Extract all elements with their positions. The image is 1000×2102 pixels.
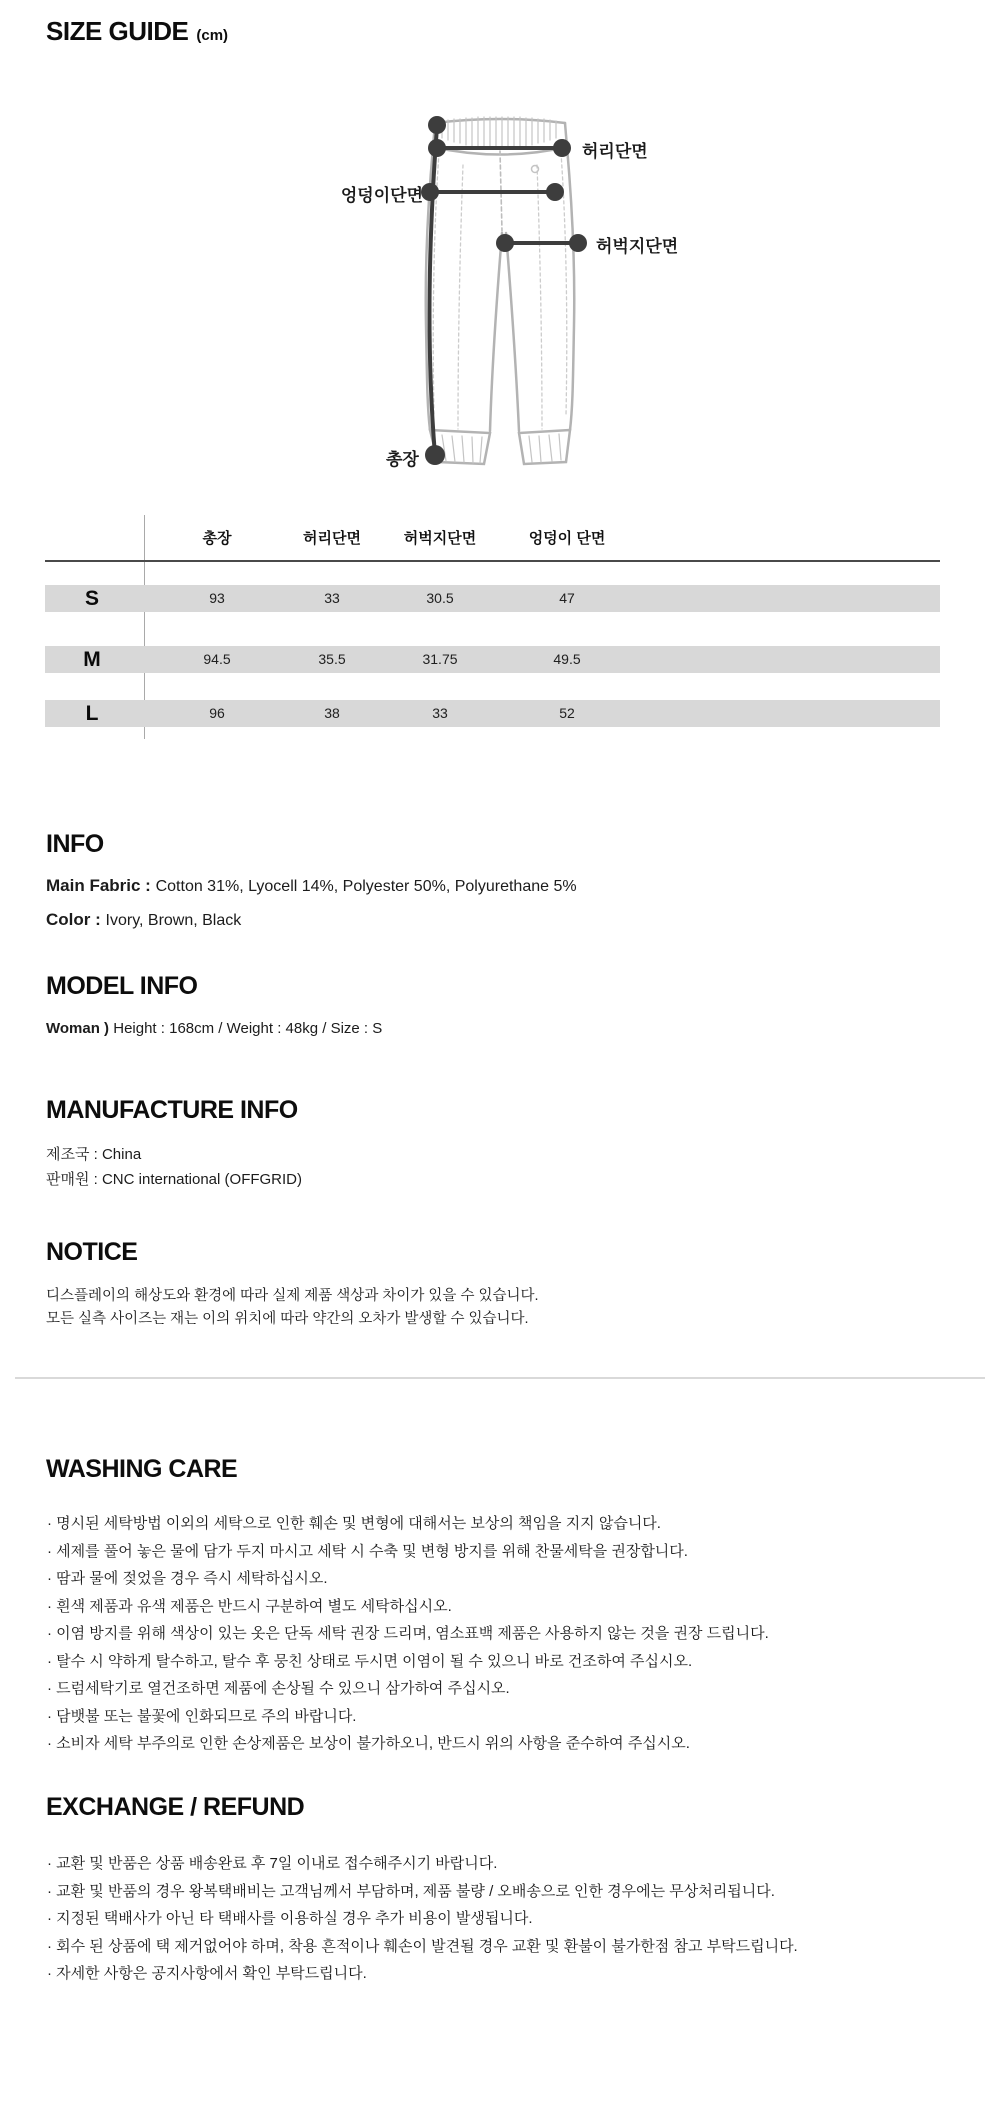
washing-care-item: · 탈수 시 약하게 탈수하고, 탈수 후 뭉친 상태로 두시면 이염이 될 수 있으니 바로 건조하여 주십시오. [47,1652,693,1670]
col-header-hip: 엉덩이 단면 [528,530,606,547]
exchange-refund-item: · 교환 및 반품은 상품 배송완료 후 7일 이내로 접수해주시기 바랍니다. [47,1855,498,1872]
table-header-rule [45,560,940,562]
model-info-line [46,1020,382,1037]
washing-care-item: · 땀과 물에 젖었을 경우 즉시 세탁하십시오. [47,1570,328,1587]
exchange-refund-heading: EXCHANGE / REFUND [46,1793,305,1821]
pants-sketch-illustration [330,85,730,480]
value-l-waist: 38 [324,705,340,721]
section-divider [15,1377,985,1379]
size-diagram [330,85,730,480]
main-fabric-line [46,876,577,896]
exchange-refund-item: · 회수 된 상품에 택 제거없어야 하며, 착용 흔적이나 훼손이 발견될 경우 교환 및 환불이 불가한점 참고 부탁드립니다. [47,1937,798,1955]
manufacture-info-heading: MANUFACTURE INFO [46,1096,298,1124]
size-label-s: S [84,587,100,610]
color-line [46,910,241,930]
page-title [46,16,228,47]
model-gender-label: Woman ) [46,1020,110,1037]
value-s-waist: 33 [324,590,340,606]
value-s-thigh: 30.5 [426,590,454,606]
notice-line-1: 디스플레이의 해상도와 환경에 따라 실제 제품 색상과 차이가 있을 수 있습니다. [46,1288,539,1304]
washing-care-item: · 담뱃불 또는 불꽃에 인화되므로 주의 바랍니다. [47,1707,357,1725]
value-m-length: 94.5 [203,651,231,667]
value-m-waist: 35.5 [318,651,346,667]
thigh-measure-label: 허벅지단면 [596,237,679,256]
table-row-m [45,646,940,673]
exchange-refund-item: · 지정된 택배사가 아닌 타 택배사를 이용하실 경우 추가 비용이 발생됩니다. [47,1910,533,1927]
waist-measure-label: 허리단면 [582,142,648,161]
main-fabric-value: Cotton 31%, Lyocell 14%, Polyester 50%, Polyurethane 5% [155,878,577,895]
notice-line-2: 모든 실측 사이즈는 재는 이의 위치에 따라 약간의 오차가 발생할 수 있습니다. [46,1311,529,1327]
washing-care-list [47,1510,769,1758]
value-s-hip: 47 [559,590,575,606]
manufacture-country-line: 제조국 : China [46,1146,142,1163]
value-s-length: 93 [209,590,225,606]
table-row-s [45,585,940,612]
value-m-thigh: 31.75 [422,651,458,667]
info-heading: INFO [46,830,104,858]
size-table [45,515,940,745]
exchange-refund-item: · 교환 및 반품의 경우 왕복택배비는 고객님께서 부담하며, 제품 불량 / 오배송으로 인한 경우에는 무상처리됩니다. [47,1882,775,1900]
col-header-waist: 허리단면 [303,530,361,547]
model-info-heading: MODEL INFO [46,972,198,1000]
size-guide-title: SIZE GUIDE [46,16,189,46]
washing-care-heading: WASHING CARE [46,1455,238,1483]
size-label-l: L [85,702,99,725]
washing-care-item: · 소비자 세탁 부주의로 인한 손상제품은 보상이 불가하오니, 반드시 위의 사항을 준수하여 주십시오. [47,1735,690,1752]
manufacture-seller-line: 판매원 : CNC international (OFFGRID) [46,1171,303,1188]
main-fabric-label: Main Fabric : [46,876,151,895]
color-value: Ivory, Brown, Black [105,912,242,929]
washing-care-item: · 이염 방지를 위해 색상이 있는 옷은 단독 세탁 권장 드리며, 염소표백 제품은 사용하지 않는 것을 권장 드립니다. [47,1625,769,1642]
washing-care-item: · 흰색 제품과 유색 제품은 반드시 구분하여 별도 세탁하십시오. [47,1597,452,1615]
washing-care-item: · 세제를 풀어 놓은 물에 담가 두지 마시고 세탁 시 수축 및 변형 방지를 위해 찬물세탁을 권장합니다. [47,1542,688,1560]
value-l-hip: 52 [559,705,575,721]
value-l-length: 96 [209,705,225,721]
value-m-hip: 49.5 [553,651,581,667]
length-measure-label: 총장 [386,450,419,469]
notice-heading: NOTICE [46,1238,138,1266]
col-header-thigh: 허벅지단면 [403,530,477,547]
exchange-refund-list [47,1850,798,1988]
washing-care-item: · 명시된 세탁방법 이외의 세탁으로 인한 훼손 및 변형에 대해서는 보상의 책임을 지지 않습니다. [47,1515,661,1532]
color-label: Color : [46,910,101,929]
size-label-m: M [83,648,101,671]
value-l-thigh: 33 [432,705,448,721]
col-header-length: 총장 [202,530,232,547]
exchange-refund-item: · 자세한 사항은 공지사항에서 확인 부탁드립니다. [47,1965,367,1982]
hip-measure-label: 엉덩이단면 [340,186,423,205]
table-row-l [45,700,940,727]
model-stats-value: Height : 168cm / Weight : 48kg / Size : S [113,1020,383,1037]
size-guide-unit: (cm) [196,27,229,44]
washing-care-item: · 드럼세탁기로 열건조하면 제품에 손상될 수 있으니 삼가하여 주십시오. [47,1680,510,1697]
